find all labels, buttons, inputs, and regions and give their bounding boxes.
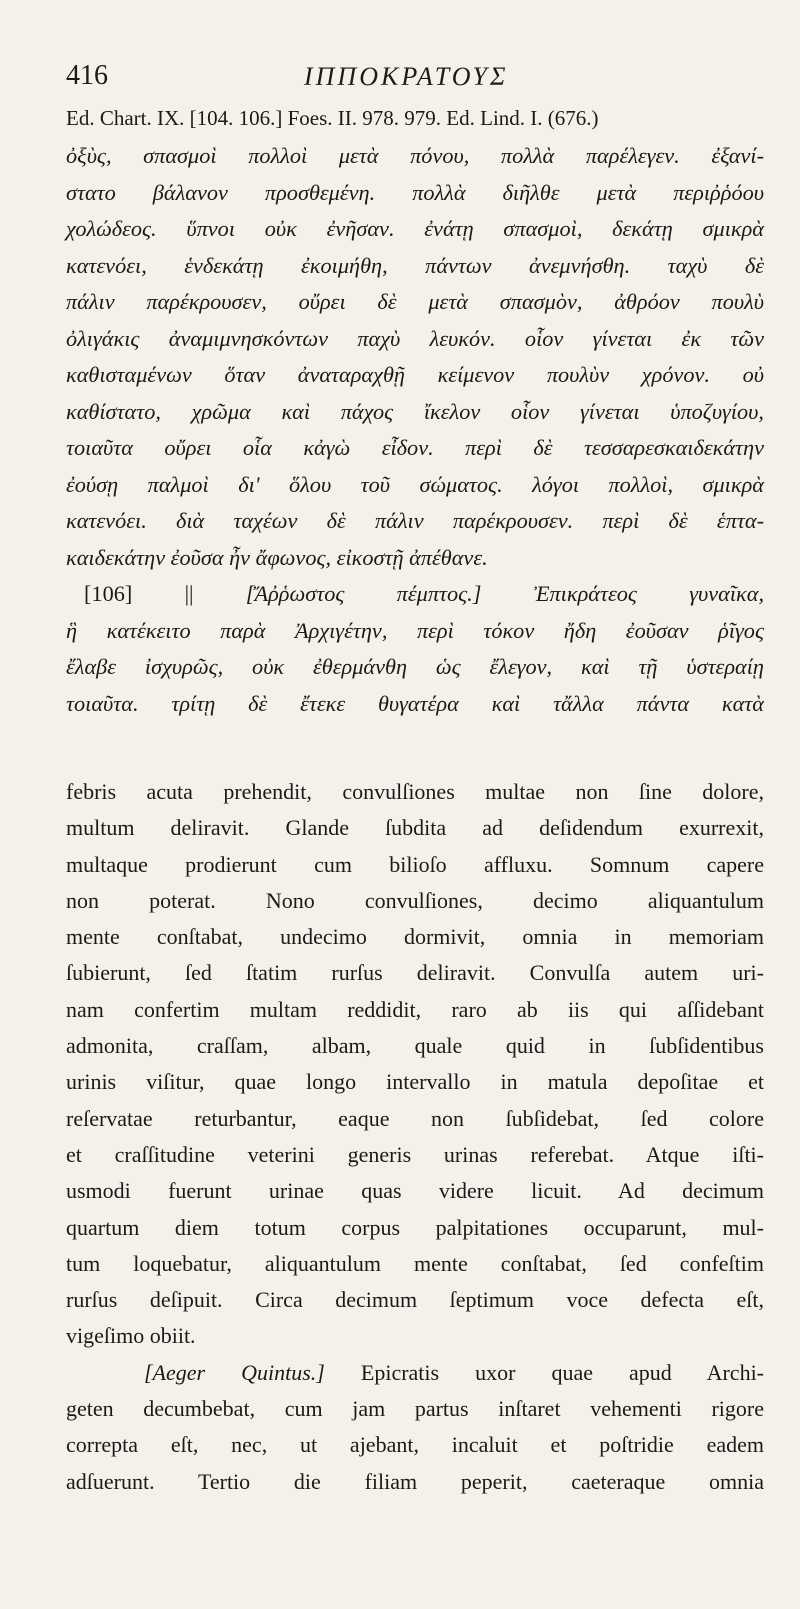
latin-line: ſubierunt, ſed ſtatim rurſus deliravit. Convulſa autem uri-	[66, 960, 764, 986]
latin-line: rurſus deſipuit. Circa decimum ſeptimum voce defecta eſt,	[66, 1287, 764, 1313]
latin-line: correpta eſt, nec, ut ajebant, incaluit et poſtridie eadem	[66, 1432, 764, 1458]
greek-line: χολώδεος. ὕπνοι οὐκ ἐνῆσαν. ἐνάτῃ σπασμοὶ, δεκάτῃ σμικρὰ	[66, 216, 764, 241]
column-bars: ||	[184, 581, 194, 606]
greek-line: καιδεκάτην ἐοῦσα ἦν ἄφωνος, εἰκοστῇ ἀπέθανε.	[66, 544, 488, 570]
greek-line: τοιαῦτα οὔρει οἷα κἀγὼ εἶδον. περὶ δὲ τεσσαρεσκαιδεκάτην	[66, 435, 764, 460]
latin-line: mente conſtabat, undecimo dormivit, omnia in memoriam	[66, 924, 764, 950]
latin-line: vigeſimo obiit.	[66, 1323, 196, 1349]
latin-line: usmodi fuerunt urinae quas videre licuit. Ad decimum	[66, 1178, 764, 1204]
greek-line: κατενόει, ἑνδεκάτῃ ἐκοιμήθη, πάντων ἀνεμνήσθη. ταχὺ δὲ	[66, 252, 764, 278]
greek-line: κατενόει. διὰ ταχέων δὲ πάλιν παρέκρουσεν. περὶ δὲ ἑπτα-	[66, 508, 764, 533]
page-number: 416	[66, 60, 108, 91]
latin-line: geten decumbebat, cum jam partus inſtaret vehementi rigore	[66, 1396, 764, 1422]
greek-line: Ἐπικράτεος γυναῖκα,	[533, 581, 765, 606]
latin-line: multum deliravit. Glande ſubdita ad deſidendum exurrexit,	[66, 815, 764, 841]
greek-line: τοιαῦτα. τρίτῃ δὲ ἔτεκε θυγατέρα καὶ τἄλλα πάντα κατὰ	[66, 690, 764, 716]
page-ref-marker: [106]	[84, 581, 133, 606]
latin-line: urinis viſitur, quae longo intervallo in matula depoſitae et	[66, 1069, 764, 1095]
greek-line: ἣ κατέκειτο παρὰ Ἀρχιγέτην, περὶ τόκον ἤδη ἐοῦσαν ῥῖγος	[66, 617, 764, 643]
greek-text-block	[66, 138, 764, 722]
latin-line: reſervatae returbantur, eaque non ſubſidebat, ſed colore	[66, 1105, 764, 1131]
greek-line: ἐούσῃ παλμοὶ δι' ὅλου τοῦ σώματος. λόγοι πολλοὶ, σμικρὰ	[66, 471, 764, 497]
latin-line: nam confertim multam reddidit, raro ab iis qui aſſidebant	[66, 996, 764, 1022]
greek-line: ὀξὺς, σπασμοὶ πολλοὶ μετὰ πόνου, πολλὰ παρέλεγεν. ἐξανί-	[66, 143, 764, 168]
latin-text-block	[66, 774, 764, 1500]
latin-line: et craſſitudine veterini generis urinas referebat. Atque iſti-	[66, 1141, 764, 1167]
latin-line: non poterat. Nono convulſiones, decimo aliquantulum	[66, 887, 764, 913]
greek-line: ὀλιγάκις ἀναμιμνησκόντων παχὺ λευκόν. οἷον γίνεται ἐκ τῶν	[66, 325, 764, 351]
latin-case-heading: [Aeger Quintus.]	[144, 1359, 325, 1385]
latin-line: febris acuta prehendit, convulſiones multae non ſine dolore,	[66, 779, 764, 804]
latin-line: Epicratis uxor quae apud Archi-	[360, 1359, 765, 1385]
latin-line: adſuerunt. Tertio die filiam peperit, caeteraque omnia	[66, 1468, 764, 1494]
greek-line: καθισταμένων ὅταν ἀναταραχθῇ κείμενον πουλὺν χρόνον. οὐ	[66, 362, 764, 387]
edition-reference-line: Ed. Chart. IX. [104. 106.] Foes. II. 978. 979. Ed. Lind. I. (676.)	[66, 106, 599, 130]
greek-line: στατο βάλανον προσθεμένη. πολλὰ διῆλθε μετὰ περιῤῥόου	[66, 179, 764, 205]
latin-line: quartum diem totum corpus palpitationes occuparunt, mul-	[66, 1214, 764, 1240]
running-title: ΙΠΠΟΚΡΑΤΟΥΣ	[304, 62, 509, 91]
page-header	[66, 60, 764, 100]
greek-line: ἔλαβε ἰσχυρῶς, οὐκ ἐθερμάνθη ὡς ἔλεγον, καὶ τῇ ὑστεραίῃ	[66, 654, 764, 679]
greek-case-heading: [Ἄῤῥωστος πέμπτος.]	[245, 581, 482, 606]
latin-line: multaque prodierunt cum bilioſo affluxu. Somnum capere	[66, 851, 764, 877]
latin-paragraph-2-first-line	[66, 1355, 764, 1391]
latin-line: admonita, craſſam, albam, quale quid in ſubſidentibus	[66, 1033, 764, 1059]
greek-paragraph-2-first-line	[66, 576, 764, 613]
greek-line: πάλιν παρέκρουσεν, οὔρει δὲ μετὰ σπασμὸν, ἀθρόον πουλὺ	[66, 289, 764, 314]
greek-line: καθίστατο, χρῶμα καὶ πάχος ἴκελον οἷον γίνεται ὑποζυγίου,	[66, 398, 764, 424]
latin-line: tum loquebatur, aliquantulum mente conſtabat, ſed confeſtim	[66, 1250, 764, 1276]
